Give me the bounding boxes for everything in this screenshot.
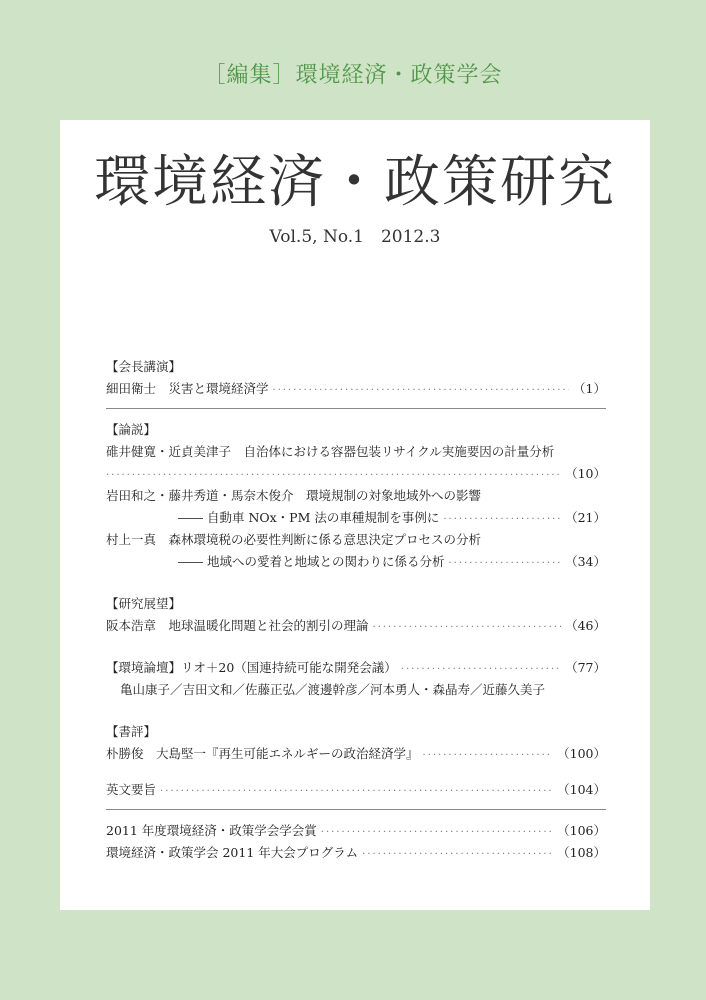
toc-entry-subtitle-text: ―― 自動車 NOx・PM 法の車種規制を事例に	[178, 510, 440, 525]
section-heading-presidential-lecture: 【会長講演】	[106, 359, 182, 374]
toc-entry	[106, 820, 606, 842]
cover-sheet	[60, 120, 650, 910]
spacer	[106, 637, 606, 657]
toc-page-number: （100）	[557, 746, 606, 761]
section-heading-articles: 【論説】	[106, 422, 157, 437]
toc-page-number: （106）	[557, 823, 606, 838]
toc-entry	[106, 615, 606, 637]
toc-entry-title: 朴勝俊 大島堅一『再生可能エネルギーの政治経済学』	[106, 746, 419, 761]
leader-dots	[362, 844, 553, 866]
toc-page-number: （21）	[565, 510, 606, 525]
toc-entry	[106, 529, 606, 551]
toc-entry	[106, 485, 606, 507]
leader-dots	[373, 617, 562, 639]
toc-entry-title: 環境経済・政策学会 2011 年大会プログラム	[106, 845, 359, 860]
leader-dots	[273, 380, 570, 402]
toc-entry	[106, 378, 606, 400]
toc-entry-title: 細田衛士 災害と環境経済学	[106, 381, 269, 396]
toc-page-number: （1）	[573, 381, 606, 396]
toc-page-number: （10）	[565, 466, 606, 481]
leader-dots	[443, 509, 561, 531]
toc-page-number: （46）	[565, 618, 606, 633]
toc-page-number: （34）	[565, 554, 606, 569]
toc-entry-subtitle-text: ―― 地域への愛着と地域との関わりに係る分析	[178, 554, 445, 569]
toc-entry	[106, 441, 606, 463]
section-heading-research-outlook: 【研究展望】	[106, 596, 182, 611]
toc-authors-text: 亀山康子／吉田文和／佐藤正弘／渡邊幹彦／河本勇人・森晶寿／近藤久美子	[120, 682, 546, 697]
spacer	[106, 573, 606, 593]
toc-entry	[106, 657, 606, 679]
divider	[106, 809, 606, 810]
leader-dots	[321, 822, 553, 844]
toc-entry-title: 碓井健寛・近貞美津子 自治体における容器包装リサイクル実施要因の計量分析	[106, 444, 555, 459]
journal-title: 環境経済・政策研究	[94, 150, 616, 215]
leader-dots	[106, 465, 561, 487]
spacer	[106, 701, 606, 721]
divider	[106, 408, 606, 409]
leader-dots	[401, 659, 561, 681]
toc-entry-title: 岩田和之・藤井秀道・馬奈木俊介 環境規制の対象地域外への影響	[106, 488, 482, 503]
toc-page-number: （104）	[557, 782, 606, 797]
toc-entry-subtitle	[106, 551, 606, 573]
toc-page-number: （108）	[557, 845, 606, 860]
toc-entry	[106, 743, 606, 765]
spacer	[106, 765, 606, 779]
section-heading-book-review: 【書評】	[106, 724, 157, 739]
toc-entry-subtitle	[106, 507, 606, 529]
toc-entry-title: 2011 年度環境経済・政策学会学会賞	[106, 823, 317, 838]
table-of-contents	[106, 356, 606, 864]
toc-page-number: （77）	[565, 660, 606, 675]
toc-entry-continuation	[106, 463, 606, 485]
toc-entry-title: 阪本浩章 地球温暖化問題と社会的割引の理論	[106, 618, 369, 633]
toc-entry-authors	[106, 679, 606, 701]
leader-dots	[423, 745, 554, 767]
editor-credit: ［編集］環境経済・政策学会	[203, 63, 503, 88]
toc-entry	[106, 779, 606, 801]
toc-entry	[106, 842, 606, 864]
volume-info: Vol.5, No.1 2012.3	[269, 227, 441, 247]
leader-dots	[160, 781, 553, 803]
toc-entry-title: 村上一真 森林環境税の必要性判断に係る意思決定プロセスの分析	[106, 532, 482, 547]
leader-dots	[448, 553, 561, 575]
toc-entry-title: 英文要旨	[106, 782, 157, 797]
toc-entry-title: 【環境論壇】リオ＋20（国連持続可能な開発会議）	[106, 660, 397, 675]
